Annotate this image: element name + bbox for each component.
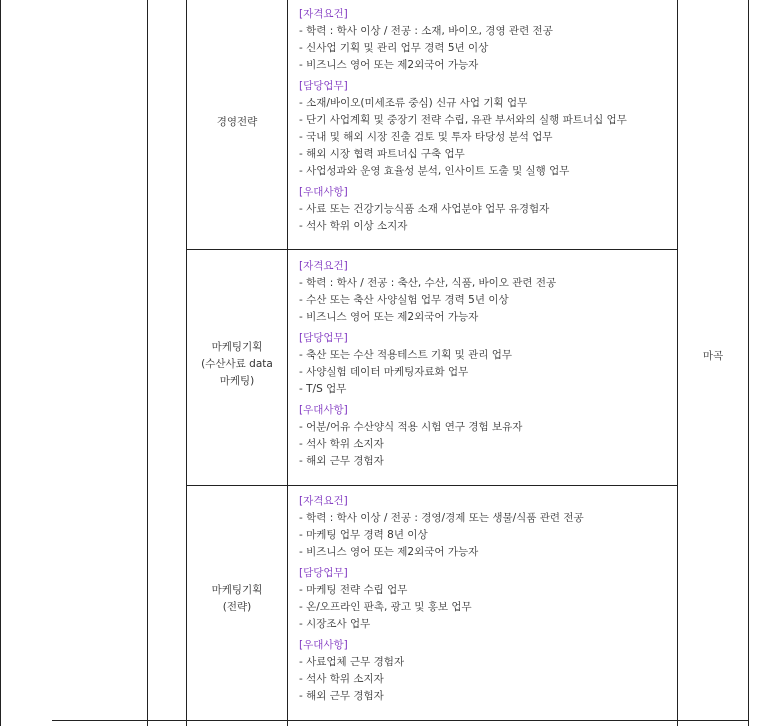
list-item: - 해외 시장 협력 파트너십 구축 업무 [299, 148, 465, 160]
list-item: - 학력 : 학사 / 전공 : 축산, 수산, 식품, 바이오 관련 전공 [299, 277, 557, 289]
job-title-line: 경영전략 [216, 116, 258, 128]
list-item: - 어분/어유 수산양식 적용 시험 연구 경험 보유자 [299, 421, 523, 433]
list-item: - 해외 근무 경험자 [299, 690, 384, 702]
section-heading: [자격요건] [299, 8, 348, 20]
list-item: - 사양실험 데이터 마케팅자료화 업무 [299, 366, 469, 378]
duties-section [299, 565, 669, 633]
preferred-section [299, 402, 669, 470]
list-item: - 비즈니스 영어 또는 제2외국어 가능자 [299, 311, 479, 323]
row-divider-2 [186, 485, 677, 486]
list-item: - 학력 : 학사 이상 / 전공 : 경영/경제 또는 생물/식품 관련 전공 [299, 512, 584, 524]
list-item: - 소재/바이오(미세조류 중심) 신규 사업 기획 업무 [299, 97, 528, 109]
qualifications-section [299, 493, 669, 561]
list-item: - 단기 사업계획 및 중장기 전략 수립, 유관 부서와의 실행 파트너십 업무 [299, 114, 627, 126]
section-heading: [우대사항] [299, 404, 348, 416]
job-title-line: (수산사료 data [201, 358, 273, 370]
table-border-col1 [147, 0, 148, 726]
preferred-section [299, 184, 669, 235]
job-title-line: 마케팅) [219, 375, 255, 387]
qualifications-section [299, 258, 669, 326]
list-item: - 온/오프라인 판촉, 광고 및 홍보 업무 [299, 601, 472, 613]
job-title-cell [187, 339, 287, 390]
table-border-left [0, 0, 1, 726]
list-item: - 사업성과와 운영 효율성 분석, 인사이트 도출 및 실행 업무 [299, 165, 570, 177]
duties-section [299, 330, 669, 398]
list-item: - 국내 및 해외 시장 진출 검토 및 투자 타당성 분석 업무 [299, 131, 553, 143]
duties-section [299, 78, 669, 180]
section-heading: [우대사항] [299, 186, 348, 198]
job-description-cell [299, 258, 669, 470]
section-heading: [담당업무] [299, 80, 348, 92]
list-item: - 시장조사 업무 [299, 618, 371, 630]
list-item: - 축산 또는 수산 적용테스트 기획 및 관리 업무 [299, 349, 513, 361]
job-title-line: 마케팅기획 [211, 341, 263, 353]
list-item: - 학력 : 학사 이상 / 전공 : 소재, 바이오, 경영 관련 전공 [299, 25, 553, 37]
list-item: - 신사업 기획 및 관리 업무 경력 5년 이상 [299, 42, 489, 54]
list-item: - 비즈니스 영어 또는 제2외국어 가능자 [299, 59, 479, 71]
row-divider-3 [52, 720, 748, 721]
list-item: - 마케팅 전략 수립 업무 [299, 584, 408, 596]
section-heading: [자격요건] [299, 260, 348, 272]
job-description-cell [299, 6, 669, 235]
list-item: - T/S 업무 [299, 383, 347, 395]
section-heading: [자격요건] [299, 495, 348, 507]
list-item: - 석사 학위 소지자 [299, 438, 384, 450]
list-item: - 석사 학위 소지자 [299, 673, 384, 685]
list-item: - 해외 근무 경험자 [299, 455, 384, 467]
table-border-col3 [287, 0, 288, 726]
table-border-col4 [677, 0, 678, 726]
section-heading: [우대사항] [299, 639, 348, 651]
list-item: - 석사 학위 이상 소지자 [299, 220, 408, 232]
list-item: - 수산 또는 축산 사양실험 업무 경력 5년 이상 [299, 294, 509, 306]
list-item: - 사료 또는 건강기능식품 소재 사업분야 업무 유경험자 [299, 203, 550, 215]
job-title-line: 마케팅기획 [211, 584, 263, 596]
section-heading: [담당업무] [299, 332, 348, 344]
list-item: - 마케팅 업무 경력 8년 이상 [299, 529, 428, 541]
job-description-cell [299, 493, 669, 705]
qualifications-section [299, 6, 669, 74]
section-heading: [담당업무] [299, 567, 348, 579]
job-title-cell [187, 582, 287, 616]
table-border-right [748, 0, 749, 726]
row-divider-1 [186, 249, 677, 250]
job-title-line: (전략) [222, 601, 252, 613]
job-title-cell [187, 114, 287, 131]
preferred-section [299, 637, 669, 705]
list-item: - 사료업체 근무 경험자 [299, 656, 405, 668]
list-item: - 비즈니스 영어 또는 제2외국어 가능자 [299, 546, 479, 558]
work-location: 마곡 [702, 350, 724, 362]
